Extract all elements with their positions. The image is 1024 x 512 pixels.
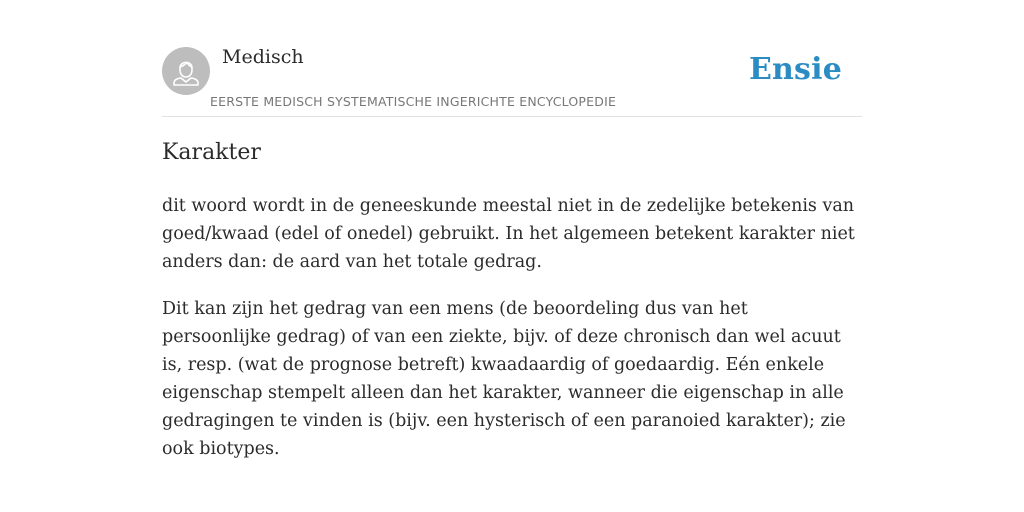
article-body (162, 192, 862, 482)
article-title: Karakter (162, 140, 261, 165)
ensie-logo[interactable]: Ensie (748, 52, 842, 87)
header (162, 40, 862, 117)
article-paragraph: dit woord wordt in de geneeskunde meestal niet in de zedelijke betekenis van goed/kwaad (edel of onedel) gebruikt. In het algemeen betekent karakter niet anders dan: de aard van het totale gedrag. (162, 196, 855, 272)
user-icon (162, 47, 210, 95)
source-name-link[interactable]: Medisch (222, 46, 304, 68)
article-paragraph: Dit kan zijn het gedrag van een mens (de beoordeling dus van het persoonlijke gedrag) of van een ziekte, bijv. of deze chronisch dan wel acuut is, resp. (wat de prognose betreft) kwaadaardig of goedaardig. Eén enkele eigenschap stempelt alleen dan het karakter, wanneer die eigenschap in alle gedragingen te vinden is (bijv. een hysterisch of een paranoied karakter); zie ook biotypes. (162, 299, 846, 459)
source-avatar[interactable] (162, 47, 210, 95)
source-subtitle: EERSTE MEDISCH SYSTEMATISCHE INGERICHTE ENCYCLOPEDIE (210, 94, 617, 109)
